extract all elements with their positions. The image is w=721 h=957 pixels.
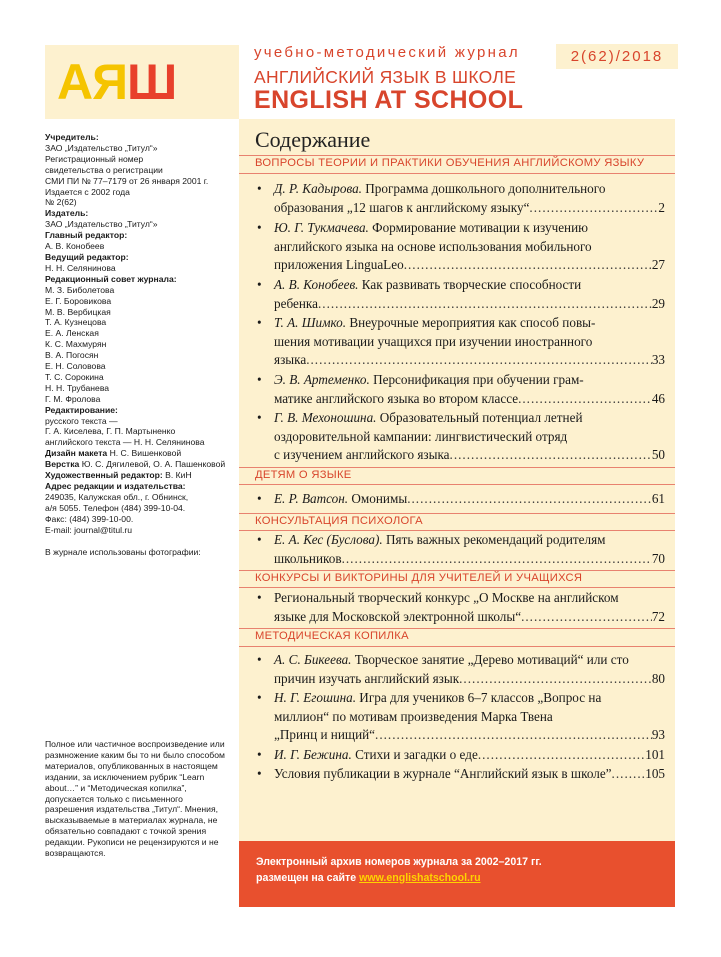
page-number: 61: [651, 491, 665, 506]
page-number: 93: [651, 727, 665, 742]
issue-badge: 2(62)/2018: [556, 44, 678, 69]
logo-box: [45, 45, 239, 119]
section-divider: [239, 646, 675, 647]
section-divider: [239, 173, 675, 174]
bullet-icon: •: [257, 372, 262, 387]
entry-title: матике английского языка во втором классе: [274, 390, 519, 406]
address-line: 249035, Калужская обл., г. Обнинск,: [45, 491, 189, 502]
banner-line1: Электронный архив номеров журнала за 2002–2017 гг.: [256, 856, 542, 868]
page-number: 101: [645, 747, 665, 762]
entry-title: „Принц и нищий“: [274, 727, 376, 742]
publisher-value: ЗАО „Издательство „Титул“»: [45, 219, 158, 230]
entry-author: Н. Г. Егошина.: [274, 690, 356, 705]
editing-line: русского текста —: [45, 415, 118, 426]
journal-logo: [57, 53, 176, 111]
section-divider: [239, 587, 675, 588]
page-number: 27: [651, 257, 665, 272]
toc-panel: [239, 119, 675, 907]
chief-editor-value: А. В. Конобеев: [45, 241, 105, 252]
entry-title: миллион“ по мотивам произведения Марка Твена: [274, 708, 553, 724]
bullet-icon: •: [257, 277, 262, 292]
journal-title-en: ENGLISH AT SCHOOL: [254, 86, 524, 114]
leader-dots: [518, 390, 652, 409]
toc-entry[interactable]: [257, 219, 665, 275]
entry-author: Е. Р. Ватсон.: [274, 491, 349, 506]
entry-author: Д. Р. Кадырова.: [274, 181, 362, 196]
website-link[interactable]: www.englishatschool.ru: [359, 871, 481, 884]
toc-entry[interactable]: [257, 746, 665, 765]
entry-title: Омонимы: [351, 491, 408, 506]
toc-entry[interactable]: [257, 689, 665, 745]
art-editor-label: Художественный редактор:: [45, 470, 163, 481]
section-divider: [239, 467, 675, 468]
founder-line: Издается с 2002 года: [45, 186, 130, 197]
page-number: 2: [658, 199, 665, 215]
logo-text-part2: Ш: [127, 54, 177, 110]
entry-title: Условия публикации в журнале “Английский язык в школе”: [274, 766, 612, 781]
leader-dots: [521, 608, 652, 627]
bullet-icon: •: [257, 532, 262, 547]
address-label: Адрес редакции и издательства:: [45, 481, 186, 491]
page-number: 80: [651, 670, 665, 686]
section-heading: КОНСУЛЬТАЦИЯ ПСИХОЛОГА: [255, 515, 423, 527]
leader-dots: [404, 256, 652, 275]
bullet-icon: •: [257, 690, 262, 705]
board-member: Т. А. Кузнецова: [45, 317, 107, 328]
toc-entry[interactable]: [257, 314, 665, 370]
toc-title: Содержание: [255, 127, 371, 152]
editing-label: Редактирование:: [45, 404, 118, 415]
entry-title: Региональный творческий конкурс „О Москве на английском: [274, 590, 619, 605]
leader-dots: [612, 765, 646, 784]
entry-title: школьников: [274, 550, 342, 566]
board-member: Е. А. Ленская: [45, 328, 99, 339]
founder-line: СМИ ПИ № 77–7179 от 26 января 2001 г.: [45, 175, 209, 186]
board-member: М. В. Вербицкая: [45, 306, 111, 317]
board-member: Е. Г. Боровикова: [45, 295, 112, 306]
section-divider: [239, 155, 675, 156]
section-divider: [239, 484, 675, 485]
founder-line: Регистрационный номер: [45, 153, 144, 164]
leader-dots: [306, 351, 652, 370]
board-label: Редакционный совет журнала:: [45, 273, 177, 284]
entry-author: Ю. Г. Тукмачева.: [274, 220, 369, 235]
entry-author: Е. А. Кес (Буслова).: [274, 532, 383, 547]
page-number: 70: [651, 550, 665, 566]
board-member: М. З. Биболетова: [45, 284, 115, 295]
photos-note: В журнале использованы фотографии:: [45, 546, 201, 557]
toc-entry[interactable]: [257, 651, 665, 688]
entry-title: образования „12 шагов к английскому языку“: [274, 199, 530, 215]
leader-dots: [407, 490, 652, 509]
publisher-label: Издатель:: [45, 208, 89, 219]
leader-dots: [375, 726, 652, 745]
founder-line: свидетельства о регистрации: [45, 164, 163, 175]
toc-entry[interactable]: [257, 589, 665, 626]
toc-entry[interactable]: [257, 531, 665, 568]
toc-entry[interactable]: [257, 409, 665, 465]
entry-author: А. В. Конобеев.: [274, 277, 359, 292]
leader-dots: [342, 550, 652, 569]
leader-dots: [450, 446, 652, 465]
leader-dots: [478, 746, 645, 765]
entry-author: Э. В. Артеменко.: [274, 372, 370, 387]
entry-title: Творческое занятие „Дерево мотиваций“ или сто: [354, 652, 629, 667]
page-number: 46: [651, 390, 665, 406]
entry-title: Пять важных рекомендаций родителям: [386, 532, 606, 547]
disclaimer: Полное или частичное воспроизведение или размножение каким бы то ни было способом материалов, опубликованных в настоящем издании, за исключением рубрик “Learn about…” и “Методическая копилка”, допускается только с письменного разрешения издательства „Титул“. Мнения, высказываемые в материалах журнала, не обязательно совпадают с точкой зрения редакции. Рукописи не рецензируются и не возвращаются.: [45, 739, 225, 859]
page-number: 105: [645, 766, 665, 781]
entry-title: Стихи и загадки о еде: [355, 747, 478, 762]
leader-dots: [318, 295, 652, 314]
layout-label: Верстка: [45, 459, 80, 470]
email-line: E-mail: journal@titul.ru: [45, 524, 133, 535]
design-value: Н. С. Вишенковой: [109, 448, 182, 459]
address-line: Факс: (484) 399-10-00.: [45, 513, 134, 524]
bullet-icon: •: [257, 652, 262, 667]
journal-subtitle: учебно-методический журнал: [254, 44, 520, 61]
layout-row: [45, 459, 237, 470]
page-number: 33: [651, 352, 665, 367]
board-member: К. С. Махмурян: [45, 339, 107, 350]
entry-title: Образовательный потенциал летней: [379, 410, 583, 425]
bullet-icon: •: [257, 220, 262, 235]
board-member: Т. С. Сорокина: [45, 371, 104, 382]
bullet-icon: •: [257, 410, 262, 425]
chief-editor-label: Главный редактор:: [45, 230, 128, 241]
entry-title: английского языка на основе использования мобильного: [274, 238, 592, 254]
toc-entry[interactable]: [257, 371, 665, 408]
entry-title: шения мотивации учащихся при изучении иностранного: [274, 333, 593, 349]
entry-author: И. Г. Бежина.: [274, 747, 352, 762]
entry-title: Персонификация при обучении грам-: [373, 372, 584, 387]
bullet-icon: •: [257, 315, 262, 330]
imprint-column: [45, 132, 237, 557]
entry-title: Формирование мотивации к изучению: [372, 220, 589, 235]
section-heading: ВОПРОСЫ ТЕОРИИ И ПРАКТИКИ ОБУЧЕНИЯ АНГЛИЙСКОМУ ЯЗЫКУ: [255, 157, 645, 169]
bullet-icon: •: [257, 590, 262, 605]
editing-line: английского текста — Н. Н. Селянинова: [45, 437, 205, 448]
toc-entry[interactable]: [257, 180, 665, 217]
layout-value: Ю. С. Дягилевой, О. А. Пашенковой: [81, 459, 226, 470]
lead-editor-label: Ведущий редактор:: [45, 251, 129, 262]
entry-title: языка: [274, 352, 307, 367]
leader-dots: [529, 199, 658, 218]
leader-dots: [459, 670, 652, 689]
bullet-icon: •: [257, 491, 262, 506]
page-number: 72: [651, 608, 665, 624]
bullet-icon: •: [257, 766, 262, 781]
entry-title: причин изучать английский язык: [274, 670, 460, 686]
page-number: 29: [651, 295, 665, 311]
entry-title: оздоровительной кампании: лингвистический отряд: [274, 428, 568, 444]
section-divider: [239, 513, 675, 514]
board-member: Е. Н. Солoвова: [45, 361, 106, 372]
address-line: а/я 5055. Телефон (484) 399-10-04.: [45, 502, 186, 513]
entry-title: приложения LinguaLeo: [274, 257, 404, 272]
banner-line2: размещен на сайте: [256, 871, 357, 884]
board-member: Н. Н. Трубанева: [45, 382, 110, 393]
page-number: 50: [651, 447, 665, 462]
section-divider: [239, 628, 675, 629]
journal-title-ru: АНГЛИЙСКИЙ ЯЗЫК В ШКОЛЕ: [254, 67, 517, 87]
toc-entry[interactable]: [257, 490, 665, 509]
section-heading: КОНКУРСЫ И ВИКТОРИНЫ ДЛЯ УЧИТЕЛЕЙ И УЧАЩИХСЯ: [255, 572, 583, 584]
founder-line: ЗАО „Издательство „Титул“»: [45, 142, 158, 153]
board-member: В. А. Погосян: [45, 350, 99, 361]
founder-label: Учредитель:: [45, 132, 99, 142]
entry-author: Т. А. Шимко.: [274, 315, 347, 330]
archive-banner: [239, 841, 675, 907]
art-editor-value: В. КиН: [165, 470, 192, 481]
entry-author: А. С. Бикеева.: [274, 652, 352, 667]
section-divider: [239, 570, 675, 571]
board-member: Г. М. Фролова: [45, 393, 101, 404]
bullet-icon: •: [257, 747, 262, 762]
section-heading: ДЕТЯМ О ЯЗЫКЕ: [255, 469, 352, 481]
design-row: [45, 448, 237, 459]
logo-text-part1: АЯ: [57, 54, 128, 110]
entry-title: Как развивать творческие способности: [361, 277, 582, 292]
design-label: Дизайн макета: [45, 448, 108, 459]
issue-number: № 2(62): [45, 197, 77, 208]
entry-title: ребенка: [274, 295, 318, 311]
art-editor-row: [45, 470, 237, 481]
entry-author: Г. В. Мехоношина.: [274, 410, 377, 425]
lead-editor-value: Н. Н. Селянинова: [45, 262, 116, 273]
archive-banner-text: [256, 855, 542, 886]
entry-title: Внеурочные мероприятия как способ повы-: [349, 315, 596, 330]
toc-entry[interactable]: [257, 765, 665, 784]
entry-title: Программа дошкольного дополнительного: [365, 181, 606, 196]
toc-entry[interactable]: [257, 276, 665, 313]
editing-line: Г. А. Киселева, Г. П. Мартыненко: [45, 426, 176, 437]
section-heading: МЕТОДИЧЕСКАЯ КОПИЛКА: [255, 630, 409, 642]
bullet-icon: •: [257, 181, 262, 196]
entry-title: Игра для учеников 6–7 классов „Вопрос на: [359, 690, 602, 705]
entry-title: с изучением английского языка: [274, 447, 450, 462]
entry-title: языке для Московской электронной школы“: [274, 608, 522, 624]
